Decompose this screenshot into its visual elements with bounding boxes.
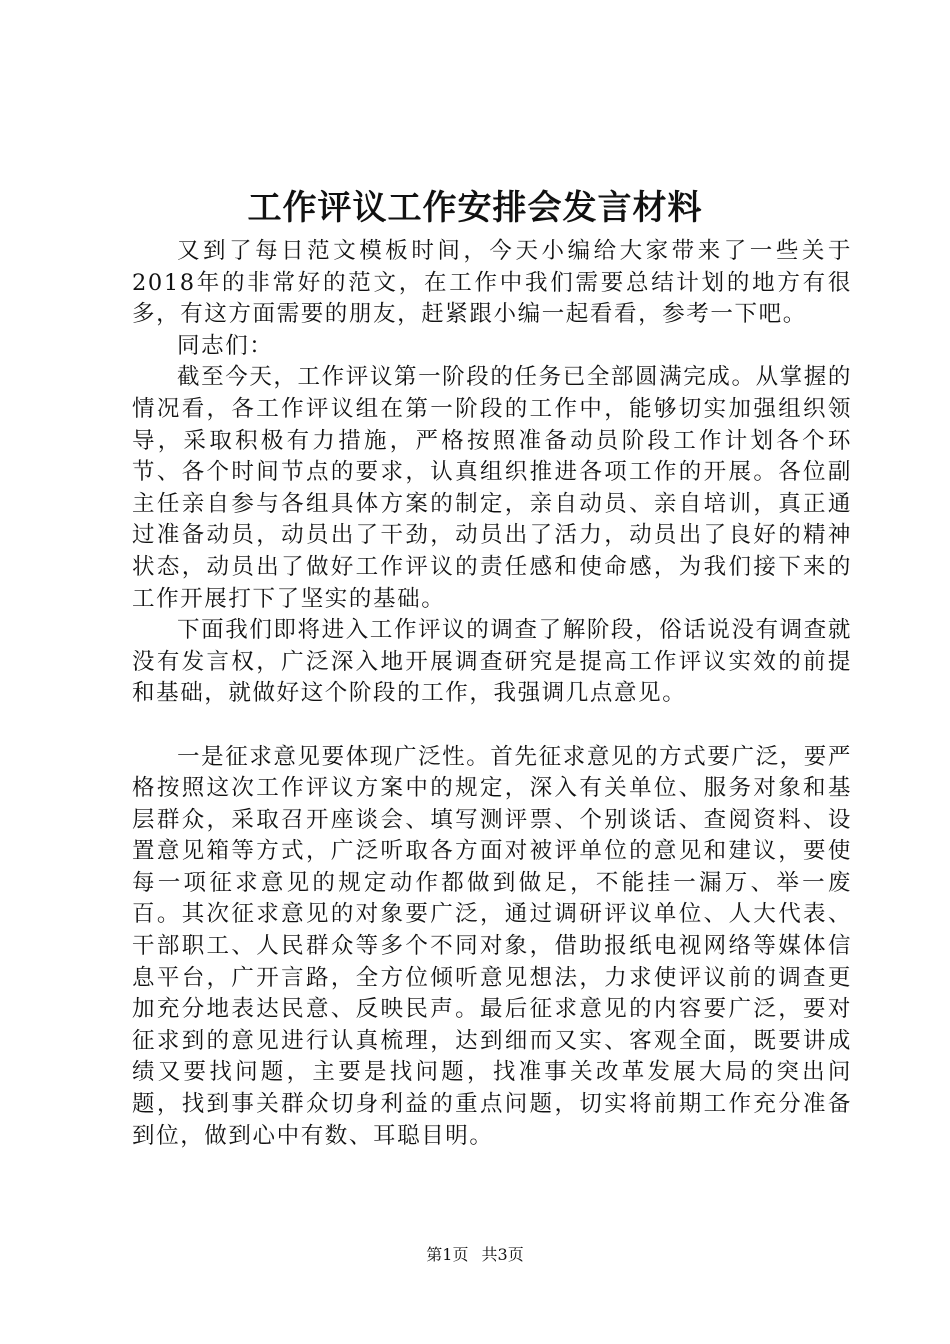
page-number: 第1页 (426, 1245, 469, 1264)
page-footer (0, 1244, 950, 1266)
document-body (132, 236, 852, 1152)
body-paragraph: 一是征求意见要体现广泛性。首先征求意见的方式要广泛，要严格按照这次工作评议方案中的规定，深入有关单位、服务对象和基层群众，采取召开座谈会、填写测评票、个别谈话、查阅资料、设置意见箱等方式，广泛听取各方面对被评单位的意见和建议，要使每一项征求意见的规定动作都做到做足，不能挂一漏万、举一废百。其次征求意见的对象要广泛，通过调研评议单位、人大代表、干部职工、人民群众等多个不同对象，借助报纸电视网络等媒体信息平台，广开言路，全方位倾听意见想法，力求使评议前的调查更加充分地表达民意、反映民声。最后征求意见的内容要广泛，要对征求到的意见进行认真梳理，达到细而又实、客观全面，既要讲成绩又要找问题，主要是找问题，找准事关改革发展大局的突出问题，找到事关群众切身利益的重点问题，切实将前期工作充分准备到位，做到心中有数、耳聪目明。 (132, 743, 852, 1149)
body-paragraph: 下面我们即将进入工作评议的调查了解阶段，俗话说没有调查就没有发言权，广泛深入地开展调查研究是提高工作评议实效的前提和基础，就做好这个阶段的工作，我强调几点意见。 (132, 617, 852, 707)
page-total: 共3页 (481, 1245, 524, 1264)
document-title: 工作评议工作安排会发言材料 (247, 188, 703, 228)
salutation: 同志们： (177, 332, 274, 359)
intro-paragraph: 又到了每日范文模板时间，今天小编给大家带来了一些关于2018年的非常好的范文，在工作中我们需要总结计划的地方有很多，有这方面需要的朋友，赶紧跟小编一起看看，参考一下吧。 (132, 238, 852, 328)
body-paragraph: 截至今天，工作评议第一阶段的任务已全部圆满完成。从掌握的情况看，各工作评议组在第一阶段的工作中，能够切实加强组织领导，采取积极有力措施，严格按照准备动员阶段工作计划各个环节、各个时间节点的要求，认真组织推进各项工作的开展。各位副主任亲自参与各组具体方案的制定，亲自动员、亲自培训，真正通过准备动员，动员出了干劲，动员出了活力，动员出了良好的精神状态，动员出了做好工作评议的责任感和使命感，为我们接下来的工作开展打下了坚实的基础。 (132, 364, 852, 612)
